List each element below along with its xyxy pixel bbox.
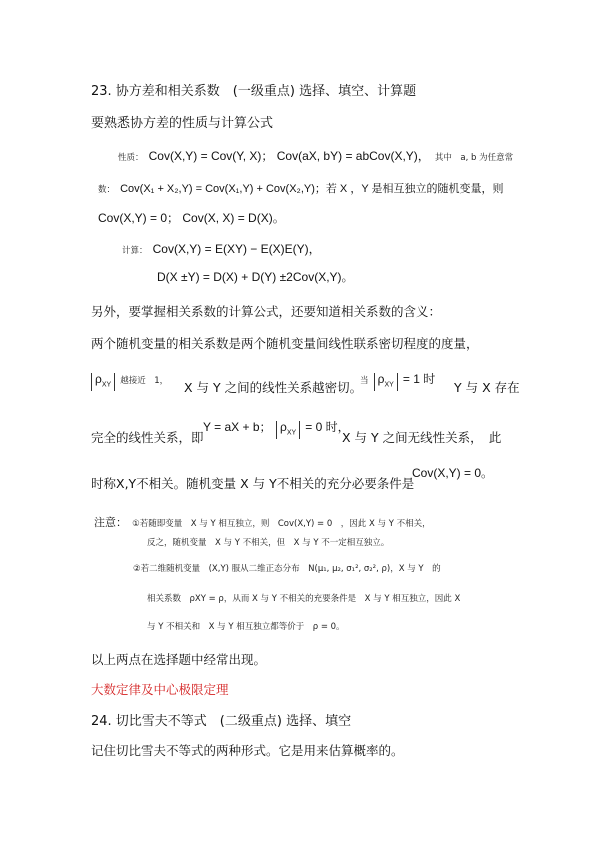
- no-linear-relation: X 与 Y 之间无线性关系， 此: [342, 430, 502, 445]
- paragraph-2: 两个随机变量的相关系数是两个随机变量间线性联系密切程度的度量，: [91, 336, 479, 351]
- lln-clt-heading: 大数定律及中心极限定理: [91, 682, 229, 697]
- calc-label: 计算：: [122, 246, 148, 256]
- rho-abs-3: $\rho_{XY}$: [276, 421, 300, 439]
- note-1: ①若随即变量 X 与 Y 相互独立，则 Cov(X,Y) = 0 ，因此 X 与 Y 不相关，: [132, 519, 431, 529]
- property-line-3: Cov(X,Y) = 0； Cov(X, X) = D(X)。: [98, 211, 285, 225]
- note-3: ②若二维随机变量 (X,Y) 服从二维正态分布 N(μ₁, μ₂, σ₁², σ₂², ρ)，X 与 Y 的: [133, 564, 441, 574]
- paragraph-3: 以上两点在选择题中经常出现。: [91, 652, 267, 667]
- note-line-1: [94, 511, 431, 530]
- covariance-subtitle: 要熟悉协方差的性质与计算公式: [91, 116, 274, 131]
- calc-line-1: [122, 238, 321, 257]
- when-text: 当: [360, 376, 369, 386]
- property-line-1: [118, 145, 513, 164]
- calc-line-2: D(X ±Y) = D(X) + D(Y) ±2Cov(X,Y)。: [157, 270, 354, 284]
- linear-relation-text: 完全的线性关系，即: [91, 430, 204, 445]
- property-label: 性质：: [118, 153, 144, 163]
- rho-abs-2: $\rho_{XY}$: [374, 373, 398, 391]
- property-formula: Cov(X,Y) = Cov(Y, X)； Cov(aX, bY) = abCov(X,Y)，: [148, 149, 430, 163]
- rho-abs: $\rho_{XY}$: [91, 373, 115, 391]
- property-formula-2: Cov(X₁ + X₂,Y) = Cov(X₁,Y) + Cov(X₂,Y)；若 X ，Y 是相互独立的随机变量，则: [120, 183, 504, 195]
- note-2: 反之，随机变量 X 与 Y 不相关，但 X 与 Y 不一定相互独立。: [147, 538, 390, 548]
- uncorrelated-text: 时称X,Y不相关。随机变量 X 与 Y不相关的充分必要条件是: [91, 476, 415, 491]
- section-23-title: 23. 协方差和相关系数 (一级重点) 选择、填空、计算题: [91, 84, 417, 99]
- note-5: 与 Y 不相关和 X 与 Y 相互独立都等价于 ρ = 0。: [147, 622, 345, 632]
- section-24-title: 24. 切比雪夫不等式 (二级重点) 选择、填空: [91, 714, 352, 729]
- calc-formula-1: Cov(X,Y) = E(XY) − E(X)E(Y)，: [152, 242, 321, 256]
- rho-zero-condition: [276, 416, 350, 439]
- paragraph-4: 记住切比雪夫不等式的两种形式。它是用来估算概率的。: [91, 743, 404, 758]
- note-4: 相关系数 ρXY = ρ，从而 X 与 Y 不相关的充要条件是 X 与 Y 相互独立，因此 X: [147, 594, 461, 604]
- equals-one-text: = 1 时: [402, 372, 436, 386]
- note-label: 注意：: [94, 516, 127, 529]
- uncorrelated-condition: Cov(X,Y) = 0。: [412, 466, 494, 480]
- rho-one-condition: [360, 368, 435, 391]
- rho-line: [91, 368, 168, 391]
- closer-text: 越接近 1，: [120, 376, 169, 386]
- property-note: 其中 a, b 为任意常: [434, 153, 514, 163]
- linear-formula: Y = aX + b；: [203, 420, 272, 434]
- equals-zero-text: = 0 时，: [305, 420, 350, 434]
- property-line-2: [98, 177, 504, 196]
- closer-relation: X 与 Y 之间的线性关系越密切。: [184, 380, 363, 395]
- property-prefix: 数：: [98, 185, 116, 195]
- paragraph-1: 另外，要掌握相关系数的计算公式，还要知道相关系数的含义：: [91, 304, 442, 319]
- y-x-exist: Y 与 X 存在: [454, 380, 520, 395]
